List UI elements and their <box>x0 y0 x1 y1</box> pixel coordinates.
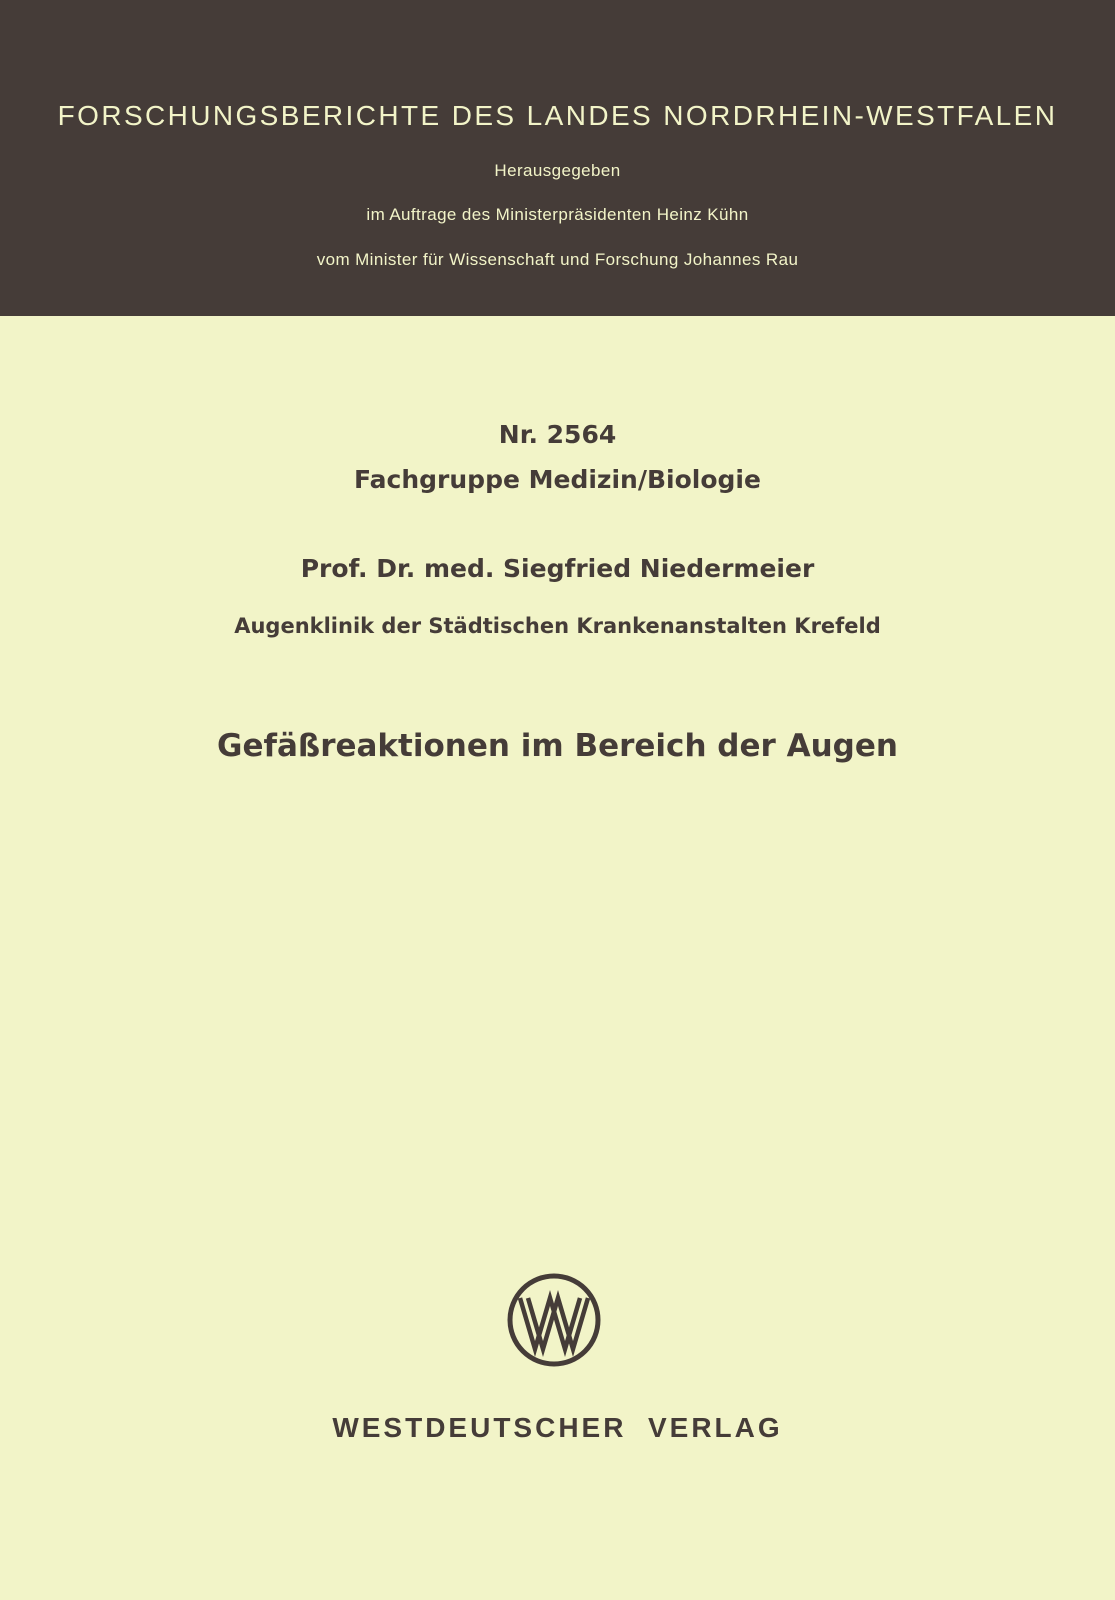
header-editor-line: Herausgegeben <box>494 161 621 180</box>
wv-logo-icon <box>506 1272 602 1368</box>
book-title: Gefäßreaktionen im Bereich der Augen <box>217 728 898 764</box>
author-institution: Augenklinik der Städtischen Krankenanstalten Krefeld <box>234 614 881 638</box>
header-commission-line: im Auftrage des Ministerpräsidenten Heinz Kühn <box>366 205 749 224</box>
author-name: Prof. Dr. med. Siegfried Niedermeier <box>300 554 815 583</box>
header-band <box>0 0 1115 316</box>
publisher-name: WESTDEUTSCHER VERLAG <box>332 1412 783 1443</box>
series-title: FORSCHUNGSBERICHTE DES LANDES NORDRHEIN-WESTFALEN <box>57 100 1058 131</box>
header-minister-line: vom Minister für Wissenschaft und Forschung Johannes Rau <box>316 250 799 269</box>
subject-group: Fachgruppe Medizin/Biologie <box>354 465 761 494</box>
report-number: Nr. 2564 <box>498 420 617 449</box>
